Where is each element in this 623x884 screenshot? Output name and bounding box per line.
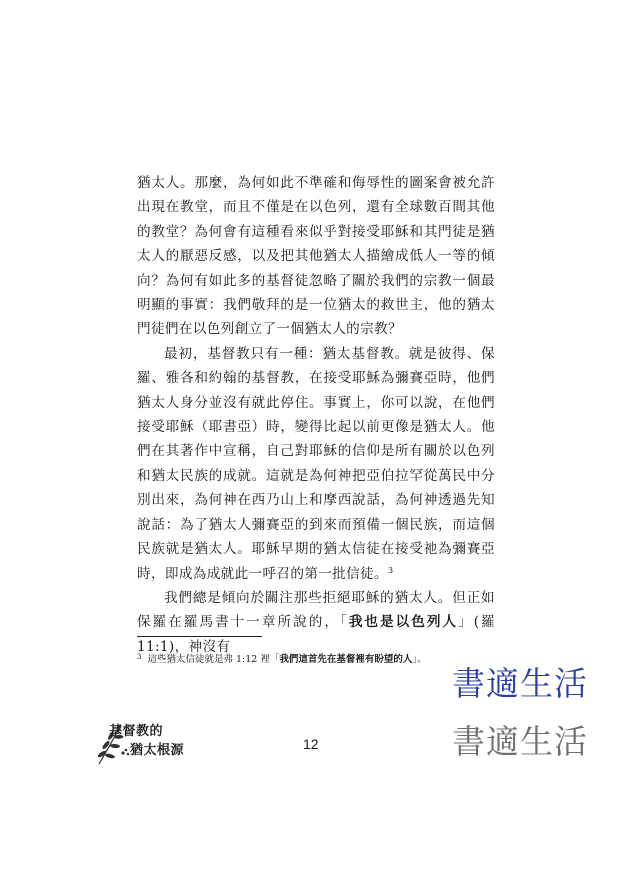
book-title-line1: 基督教的 — [109, 724, 164, 739]
paragraph-3-text-after: 」(羅 11:1)，神沒有 — [137, 614, 496, 655]
watermark-gray: 書適生活 — [452, 722, 588, 761]
footnote-text-after: 」。 — [412, 654, 427, 665]
footnote-number: 3 — [137, 653, 142, 661]
paragraph-3 — [137, 586, 495, 659]
paragraph-2 — [137, 342, 495, 586]
body-text — [137, 171, 495, 659]
watermark-blue: 書適生活 — [452, 664, 588, 703]
scripture-quote: 我也是以色列人 — [348, 614, 459, 631]
book-title-logo — [95, 720, 205, 766]
footnote-reference[interactable]: 3 — [388, 565, 394, 575]
paragraph-3-text-before: 我們總是傾向於關注那些拒絕耶穌的猶太人。但正如保羅在羅馬書十一章所說的，「 — [137, 589, 495, 631]
book-title-line2: 猶太根源 — [130, 743, 185, 758]
footnote-quote: 我們這首先在基督裡有盼望的人 — [279, 654, 413, 665]
page-number: 12 — [303, 736, 319, 752]
paragraph-1: 猶太人。那麼，為何如此不準確和侮辱性的圖案會被允許出現在教堂，而且不僅是在以色列，還有全球數百間其他的教堂？為何會有這種看來似乎對接受耶穌和其門徒是猶太人的厭惡反感，以及把其他猶太人描繪成低人一等的傾向？為何有如此多的基督徒忽略了關於我們的宗教一個最明顯的事實：我們敬拜的是一位猶太的救世主，他的猶太門徒們在以色列創立了一個猶太人的宗教？ — [137, 175, 495, 338]
paragraph-2-text: 最初，基督教只有一種：猶太基督教。就是彼得、保羅、雅各和約翰的基督教，在接受耶穌為彌賽亞時，他們猶太人身分並沒有就此停住。事實上，你可以說，在他們接受耶穌（耶書亞）時，變得比起以前更像是猶太人。他們在其著作中宣稱，自己對耶穌的信仰是所有關於以色列和猶太民族的成就。這就是為何神把亞伯拉罕從萬民中分別出來，為何神在西乃山上和摩西說話，為何神透過先知說話：為了猶太人彌賽亞的到來而預備一個民族，而這個民族就是猶太人。耶穌早期的猶太信徒在接受祂為彌賽亞時，即成為成就此一呼召的第一批信徒。 — [137, 345, 495, 582]
footnote-divider — [137, 636, 262, 637]
footnote-text-before: 這些猶太信徒就是弗 1:12 裡「 — [147, 654, 280, 665]
